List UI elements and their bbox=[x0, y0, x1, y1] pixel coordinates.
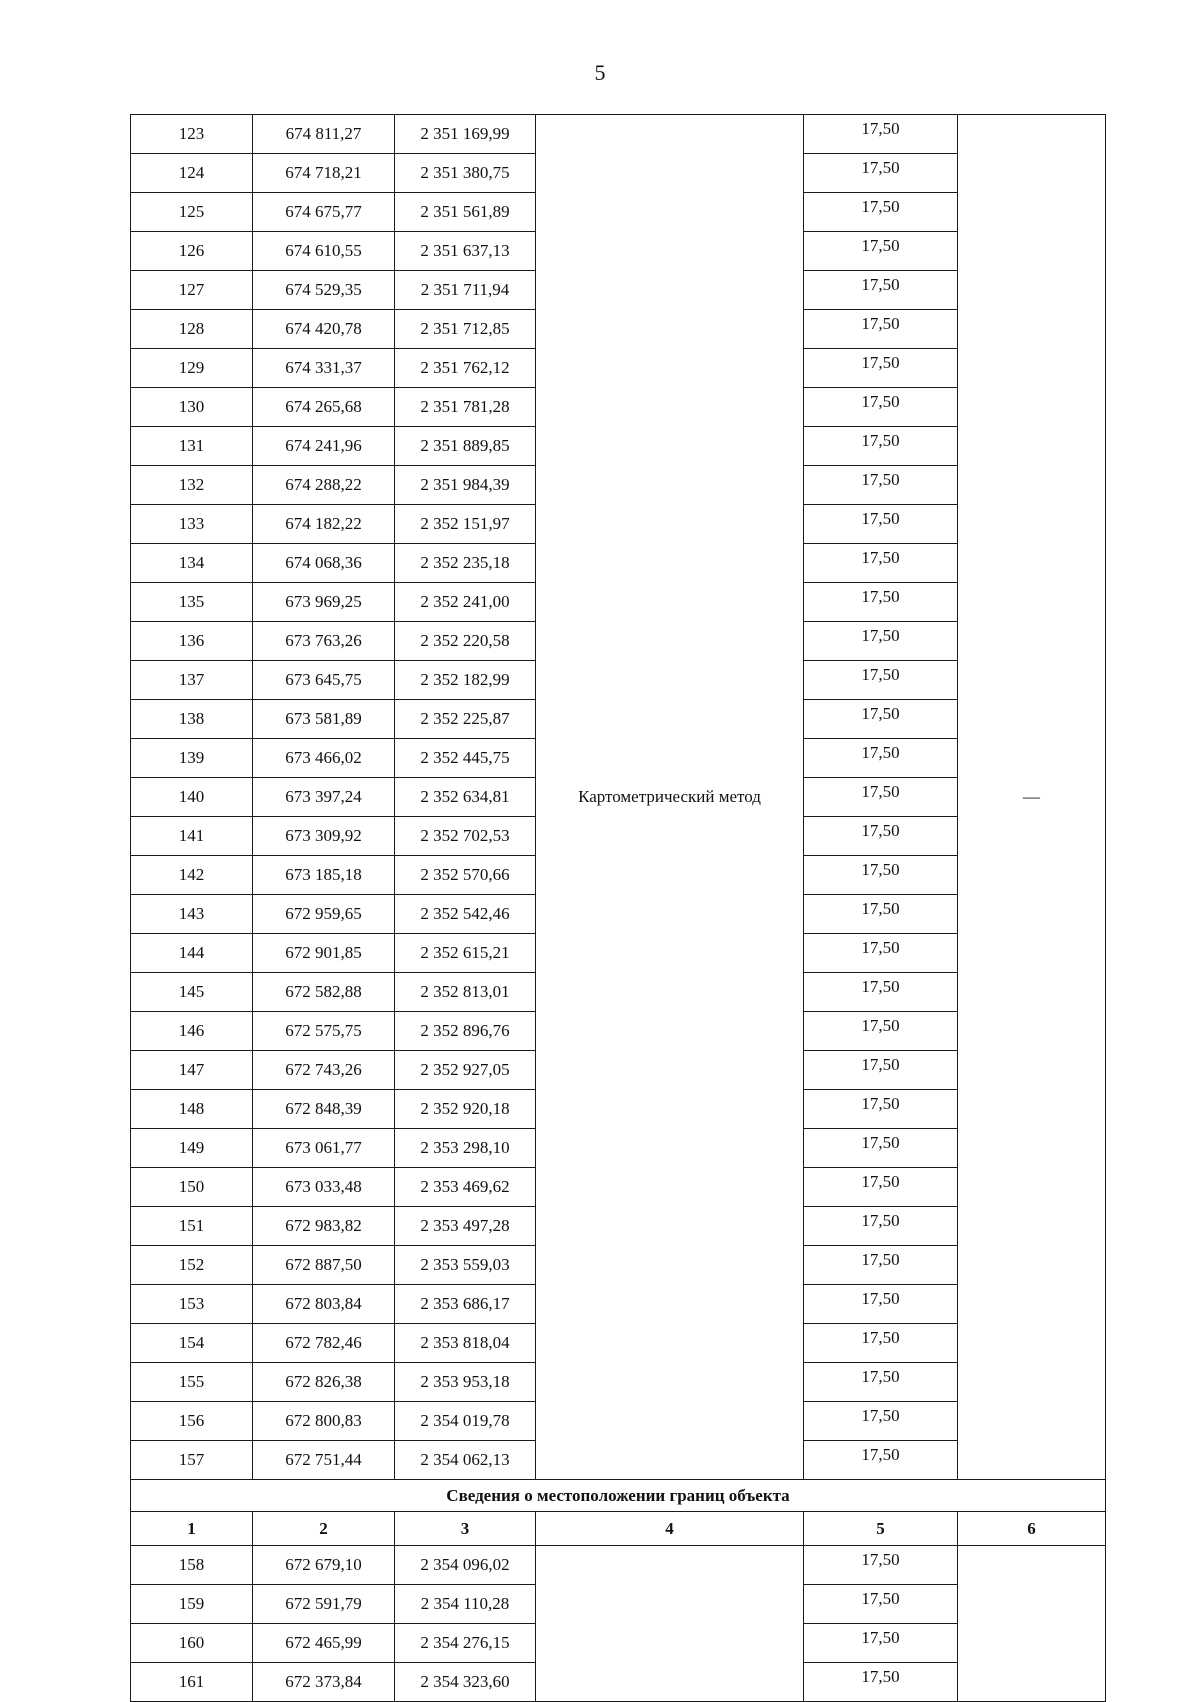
table-row bbox=[131, 1546, 1106, 1585]
point-number: 146 bbox=[131, 1012, 253, 1051]
coordinate-y: 2 351 561,89 bbox=[395, 193, 536, 232]
point-number: 142 bbox=[131, 856, 253, 895]
point-number: 153 bbox=[131, 1285, 253, 1324]
accuracy-value: 17,50 bbox=[804, 349, 958, 388]
coordinate-x: 673 061,77 bbox=[253, 1129, 395, 1168]
coordinate-y: 2 354 096,02 bbox=[395, 1546, 536, 1585]
accuracy-value: 17,50 bbox=[804, 1585, 958, 1624]
accuracy-value: 17,50 bbox=[804, 973, 958, 1012]
accuracy-value: 17,50 bbox=[804, 661, 958, 700]
coordinate-x: 672 679,10 bbox=[253, 1546, 395, 1585]
accuracy-value: 17,50 bbox=[804, 817, 958, 856]
coordinate-x: 672 800,83 bbox=[253, 1402, 395, 1441]
coordinate-x: 673 466,02 bbox=[253, 739, 395, 778]
column-header: 1 bbox=[131, 1512, 253, 1546]
accuracy-value: 17,50 bbox=[804, 1624, 958, 1663]
column-header: 6 bbox=[958, 1512, 1106, 1546]
point-number: 150 bbox=[131, 1168, 253, 1207]
coordinate-x: 673 185,18 bbox=[253, 856, 395, 895]
coordinate-x: 672 782,46 bbox=[253, 1324, 395, 1363]
point-number: 134 bbox=[131, 544, 253, 583]
coordinate-x: 672 575,75 bbox=[253, 1012, 395, 1051]
coordinate-y: 2 352 225,87 bbox=[395, 700, 536, 739]
coordinate-x: 674 718,21 bbox=[253, 154, 395, 193]
point-number: 130 bbox=[131, 388, 253, 427]
coordinate-x: 674 288,22 bbox=[253, 466, 395, 505]
accuracy-value: 17,50 bbox=[804, 1285, 958, 1324]
column-header-row bbox=[131, 1512, 1106, 1546]
coordinate-x: 672 582,88 bbox=[253, 973, 395, 1012]
point-number: 140 bbox=[131, 778, 253, 817]
notes-cell: — bbox=[958, 115, 1106, 1480]
coordinate-y: 2 352 235,18 bbox=[395, 544, 536, 583]
point-number: 160 bbox=[131, 1624, 253, 1663]
accuracy-value: 17,50 bbox=[804, 154, 958, 193]
accuracy-value: 17,50 bbox=[804, 232, 958, 271]
point-number: 139 bbox=[131, 739, 253, 778]
point-number: 147 bbox=[131, 1051, 253, 1090]
coordinate-y: 2 352 151,97 bbox=[395, 505, 536, 544]
coordinate-y: 2 351 711,94 bbox=[395, 271, 536, 310]
accuracy-value: 17,50 bbox=[804, 778, 958, 817]
section-title: Сведения о местоположении границ объекта bbox=[131, 1480, 1106, 1512]
coordinate-y: 2 352 182,99 bbox=[395, 661, 536, 700]
accuracy-value: 17,50 bbox=[804, 466, 958, 505]
accuracy-value: 17,50 bbox=[804, 1090, 958, 1129]
coordinate-y: 2 353 818,04 bbox=[395, 1324, 536, 1363]
coordinate-y: 2 354 276,15 bbox=[395, 1624, 536, 1663]
method-cell bbox=[536, 1546, 804, 1702]
accuracy-value: 17,50 bbox=[804, 1363, 958, 1402]
section-title-row bbox=[131, 1480, 1106, 1512]
accuracy-value: 17,50 bbox=[804, 583, 958, 622]
coordinate-y: 2 352 570,66 bbox=[395, 856, 536, 895]
coordinate-y: 2 353 559,03 bbox=[395, 1246, 536, 1285]
point-number: 143 bbox=[131, 895, 253, 934]
coordinate-y: 2 352 927,05 bbox=[395, 1051, 536, 1090]
accuracy-value: 17,50 bbox=[804, 1246, 958, 1285]
accuracy-value: 17,50 bbox=[804, 271, 958, 310]
coordinate-x: 673 397,24 bbox=[253, 778, 395, 817]
point-number: 148 bbox=[131, 1090, 253, 1129]
point-number: 141 bbox=[131, 817, 253, 856]
coordinate-x: 672 959,65 bbox=[253, 895, 395, 934]
coordinate-y: 2 352 813,01 bbox=[395, 973, 536, 1012]
accuracy-value: 17,50 bbox=[804, 193, 958, 232]
coordinate-y: 2 352 920,18 bbox=[395, 1090, 536, 1129]
coordinate-x: 673 309,92 bbox=[253, 817, 395, 856]
point-number: 145 bbox=[131, 973, 253, 1012]
coordinate-y: 2 353 497,28 bbox=[395, 1207, 536, 1246]
accuracy-value: 17,50 bbox=[804, 427, 958, 466]
accuracy-value: 17,50 bbox=[804, 1051, 958, 1090]
coordinate-y: 2 352 542,46 bbox=[395, 895, 536, 934]
coordinate-x: 672 826,38 bbox=[253, 1363, 395, 1402]
coordinate-y: 2 353 298,10 bbox=[395, 1129, 536, 1168]
coordinate-x: 673 969,25 bbox=[253, 583, 395, 622]
coordinate-x: 672 465,99 bbox=[253, 1624, 395, 1663]
coordinate-x: 672 887,50 bbox=[253, 1246, 395, 1285]
coordinate-x: 674 420,78 bbox=[253, 310, 395, 349]
coordinate-y: 2 352 702,53 bbox=[395, 817, 536, 856]
point-number: 137 bbox=[131, 661, 253, 700]
coordinate-x: 674 811,27 bbox=[253, 115, 395, 154]
coordinate-y: 2 351 712,85 bbox=[395, 310, 536, 349]
point-number: 161 bbox=[131, 1663, 253, 1702]
accuracy-value: 17,50 bbox=[804, 739, 958, 778]
point-number: 126 bbox=[131, 232, 253, 271]
point-number: 123 bbox=[131, 115, 253, 154]
accuracy-value: 17,50 bbox=[804, 895, 958, 934]
accuracy-value: 17,50 bbox=[804, 622, 958, 661]
coordinate-y: 2 354 323,60 bbox=[395, 1663, 536, 1702]
table-row bbox=[131, 115, 1106, 154]
coordinate-x: 672 751,44 bbox=[253, 1441, 395, 1480]
coordinate-y: 2 352 445,75 bbox=[395, 739, 536, 778]
point-number: 151 bbox=[131, 1207, 253, 1246]
point-number: 133 bbox=[131, 505, 253, 544]
coordinate-y: 2 352 634,81 bbox=[395, 778, 536, 817]
notes-cell bbox=[958, 1546, 1106, 1702]
coordinate-y: 2 352 896,76 bbox=[395, 1012, 536, 1051]
coordinate-x: 674 068,36 bbox=[253, 544, 395, 583]
accuracy-value: 17,50 bbox=[804, 1207, 958, 1246]
point-number: 159 bbox=[131, 1585, 253, 1624]
coordinate-y: 2 354 062,13 bbox=[395, 1441, 536, 1480]
accuracy-value: 17,50 bbox=[804, 700, 958, 739]
coordinates-block-second bbox=[131, 1546, 1106, 1702]
coordinate-y: 2 352 241,00 bbox=[395, 583, 536, 622]
point-number: 156 bbox=[131, 1402, 253, 1441]
point-number: 135 bbox=[131, 583, 253, 622]
coordinate-x: 673 033,48 bbox=[253, 1168, 395, 1207]
column-header: 5 bbox=[804, 1512, 958, 1546]
accuracy-value: 17,50 bbox=[804, 1546, 958, 1585]
accuracy-value: 17,50 bbox=[804, 1663, 958, 1702]
point-number: 129 bbox=[131, 349, 253, 388]
accuracy-value: 17,50 bbox=[804, 505, 958, 544]
accuracy-value: 17,50 bbox=[804, 544, 958, 583]
coordinate-x: 673 763,26 bbox=[253, 622, 395, 661]
point-number: 149 bbox=[131, 1129, 253, 1168]
coordinates-block-first bbox=[131, 115, 1106, 1480]
coordinate-x: 672 803,84 bbox=[253, 1285, 395, 1324]
coordinate-y: 2 351 984,39 bbox=[395, 466, 536, 505]
coordinate-y: 2 354 019,78 bbox=[395, 1402, 536, 1441]
coordinate-y: 2 351 380,75 bbox=[395, 154, 536, 193]
coordinate-x: 672 848,39 bbox=[253, 1090, 395, 1129]
point-number: 136 bbox=[131, 622, 253, 661]
accuracy-value: 17,50 bbox=[804, 1324, 958, 1363]
coordinate-x: 672 983,82 bbox=[253, 1207, 395, 1246]
coordinate-x: 674 331,37 bbox=[253, 349, 395, 388]
coordinate-x: 674 182,22 bbox=[253, 505, 395, 544]
accuracy-value: 17,50 bbox=[804, 310, 958, 349]
coordinate-x: 674 675,77 bbox=[253, 193, 395, 232]
coordinate-y: 2 351 762,12 bbox=[395, 349, 536, 388]
coordinate-x: 674 529,35 bbox=[253, 271, 395, 310]
column-header: 2 bbox=[253, 1512, 395, 1546]
point-number: 127 bbox=[131, 271, 253, 310]
section-header bbox=[131, 1480, 1106, 1546]
accuracy-value: 17,50 bbox=[804, 1012, 958, 1051]
coordinate-y: 2 352 615,21 bbox=[395, 934, 536, 973]
point-number: 152 bbox=[131, 1246, 253, 1285]
coordinate-x: 674 265,68 bbox=[253, 388, 395, 427]
coordinates-table bbox=[130, 114, 1106, 1702]
accuracy-value: 17,50 bbox=[804, 388, 958, 427]
accuracy-value: 17,50 bbox=[804, 1168, 958, 1207]
accuracy-value: 17,50 bbox=[804, 1129, 958, 1168]
coordinate-x: 674 241,96 bbox=[253, 427, 395, 466]
point-number: 157 bbox=[131, 1441, 253, 1480]
coordinate-y: 2 353 953,18 bbox=[395, 1363, 536, 1402]
accuracy-value: 17,50 bbox=[804, 115, 958, 154]
point-number: 138 bbox=[131, 700, 253, 739]
coordinate-x: 673 581,89 bbox=[253, 700, 395, 739]
coordinate-x: 672 901,85 bbox=[253, 934, 395, 973]
coordinate-y: 2 353 686,17 bbox=[395, 1285, 536, 1324]
page-number: 5 bbox=[594, 60, 606, 85]
column-header: 3 bbox=[395, 1512, 536, 1546]
coordinate-y: 2 351 781,28 bbox=[395, 388, 536, 427]
coordinate-y: 2 351 637,13 bbox=[395, 232, 536, 271]
accuracy-value: 17,50 bbox=[804, 856, 958, 895]
point-number: 154 bbox=[131, 1324, 253, 1363]
accuracy-value: 17,50 bbox=[804, 934, 958, 973]
point-number: 132 bbox=[131, 466, 253, 505]
coordinate-x: 674 610,55 bbox=[253, 232, 395, 271]
coordinate-y: 2 353 469,62 bbox=[395, 1168, 536, 1207]
accuracy-value: 17,50 bbox=[804, 1402, 958, 1441]
point-number: 144 bbox=[131, 934, 253, 973]
point-number: 128 bbox=[131, 310, 253, 349]
coordinate-y: 2 354 110,28 bbox=[395, 1585, 536, 1624]
point-number: 124 bbox=[131, 154, 253, 193]
point-number: 158 bbox=[131, 1546, 253, 1585]
column-header: 4 bbox=[536, 1512, 804, 1546]
point-number: 125 bbox=[131, 193, 253, 232]
accuracy-value: 17,50 bbox=[804, 1441, 958, 1480]
point-number: 131 bbox=[131, 427, 253, 466]
method-cell: Картометрический метод bbox=[536, 115, 804, 1480]
point-number: 155 bbox=[131, 1363, 253, 1402]
coordinate-x: 672 373,84 bbox=[253, 1663, 395, 1702]
coordinate-y: 2 351 169,99 bbox=[395, 115, 536, 154]
coordinate-y: 2 351 889,85 bbox=[395, 427, 536, 466]
coordinate-y: 2 352 220,58 bbox=[395, 622, 536, 661]
coordinate-x: 672 591,79 bbox=[253, 1585, 395, 1624]
coordinate-x: 672 743,26 bbox=[253, 1051, 395, 1090]
coordinate-x: 673 645,75 bbox=[253, 661, 395, 700]
